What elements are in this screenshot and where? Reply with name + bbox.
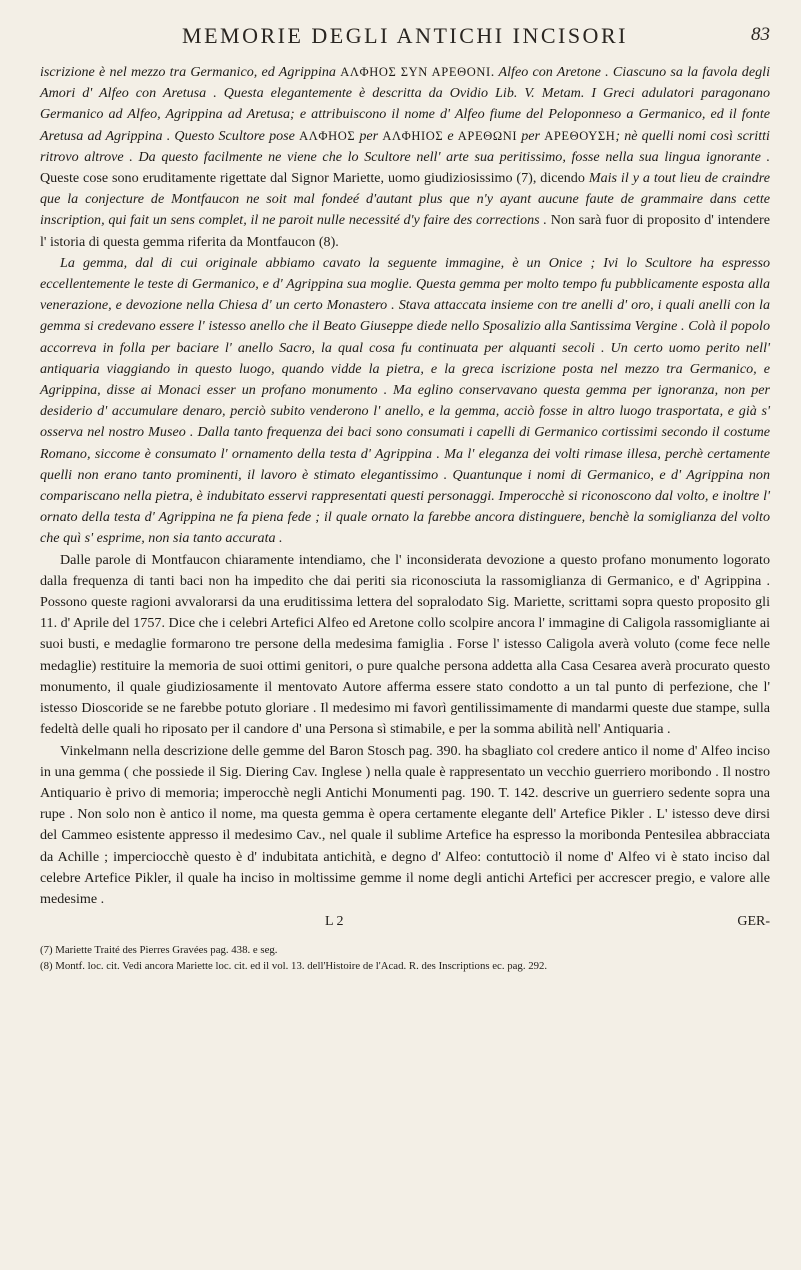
signature-line [40, 914, 770, 936]
body-paragraph [40, 550, 770, 741]
greek-inscription: ΑΛΦΗΟΣ ΣΥΝ ΑΡΕΘΟΝΙ [340, 65, 491, 79]
text-run: Mais il y a tout lieu de craindre que la conjecture de Montfaucon ne soit mal fondeé d'autant plus que n'y ayant aucune faute de grammaire dans cette inscription, qui fait un sens complet, il ne paroit nulle necessité d'y faire des corrections . [40, 170, 770, 229]
text-run: La gemma, dal di cui originale abbiamo cavato la seguente immagine, è un Onice ; Ivi lo Scultore ha espresso eccellentemente le teste di Germanico, e d' Agrippina sua moglie. Questa gemma per molto tempo fu pubblicamente esposta alla venerazione, e devozione nella Chiesa d' un certo Monastero . Stava attaccata insieme con tre anelli d' oro, i quali anelli con la gemma si credevano essere l' istesso anello che il Beato Giuseppe diede nello Sposalizio alla Santissima Vergine . Colà il popolo accorreva in folla per baciare l' anello Sacro, la qual cosa fu continuata per alquanti secoli . Un certo uomo perito nell' antiquaria viaggiando in questo luogo, quando vidde la pietra, e la greca iscrizione posta nel mezzo tra Germanico, e Agrippina, disse ai Monaci esser un profano monumento . Ma eglino conservavano questa gemma per ignoranza, non per desiderio d' accumulare denaro, perciò subito venderono l' anello, e la gemma, acciò fosse in altro luogo trasportata, e già s' osserva nel nostro Museo . Dalla tanto frequenza dei baci sono consumati i capelli di Germanico cortissimi secondo il costume Romano, siccome è consumato l' ornamento della testa d' Agrippina . Ma l' eleganza dei volti rimase illesa, perchè certamente quelli non erano tanto prominenti, il lavoro è stimato elegantissimo . Quantunque i nomi di Germanico, e d' Agrippina non compariscano nella pietra, è indubitato esservi rappresentati questi personaggi. Imperocchè si riconoscono dal volto, e inoltre l' ornato della testa d' Agrippina ne fa piena fede ; il quale ornato la farebbe ancora distinguere, benchè la somiglianza del volto che quì s' esprime, non sia tanto accurata . [40, 254, 770, 547]
greek-inscription: ΑΡΕΘΟΥΣΗ [544, 128, 616, 143]
text-run: e [443, 127, 458, 144]
body-paragraph [40, 62, 770, 253]
text-run: per [355, 127, 383, 144]
text-run: . [490, 64, 499, 80]
text-run: per [517, 127, 545, 144]
footnotes [40, 942, 770, 974]
catchword: GER- [737, 914, 770, 930]
running-title: MEMORIE DEGLI ANTICHI INCISORI [182, 23, 628, 48]
greek-inscription: ΑΡΕΘΩΝΙ [457, 128, 518, 143]
body-text [40, 62, 770, 910]
greek-inscription: ΑΛΦΗΙΟΣ [382, 128, 444, 143]
text-run: Alfeo con Aretone . Ciascuno sa la favola degli Amori d' Alfeo con Aretusa . Questa elegantemente è descritta da Ovidio Lib. V. Metam. I Greci adulatori paragonano Germanico ad Alfeo, Agrippina ad Aretusa; e attribuiscono il nome d' Alfeo fiume del Peloponneso a Germanico, ed il fonte Aretusa ad Agrippina . Questo Scultore pose [40, 64, 770, 144]
text-run: ; nè quelli nomi così scritti ritrovo altrove . Da questo facilmente ne viene che lo Scultore nell' arte sua peritissimo, fosse nella sua lingua ignorante . [40, 127, 770, 165]
running-header [40, 22, 770, 50]
footnote: (8) Montf. loc. cit. Vedi ancora Mariette loc. cit. ed il vol. 13. dell'Histoire de l'Acad. R. des Inscriptions ec. pag. 292. [40, 960, 548, 973]
footnote: (7) Mariette Traité des Pierres Gravées pag. 438. e seg. [40, 944, 278, 957]
body-paragraph [40, 253, 770, 550]
text-run: Non sarà fuor di proposito d' intendere l' istoria di questa gemma riferita da Montfaucon (8). [40, 212, 770, 250]
page-number: 83 [751, 24, 770, 45]
signature-mark: L 2 [325, 914, 344, 930]
text-run: Vinkelmann nella descrizione delle gemme del Baron Stosch pag. 390. ha sbagliato col credere antico il nome d' Alfeo inciso in una gemma ( che possiede il Sig. Diering Cav. Inglese ) nella quale è rappresentato un vecchio guerriero moribondo . Il nostro Antiquario è privo di memoria; imperocchè negli Antichi Monumenti pag. 190. T. 142. descrive un guerriero sedente sopra una rupe . Non solo non è antico il nome, ma questa gemma è opera certamente elegante dell' Artefice Pikler . L' istesso deve dirsi del Cammeo esistente appresso il medesimo Cav., nel quale il sublime Artefice ha espresso la moribonda Pentesilea abbracciata da Achille ; imperciocchè questo è d' indubitata antichità, e degno d' Alfeo: contuttociò il nome d' Alfeo vi è stato inciso dal celebre Artefice Pikler, il quale ha inciso in moltissime gemme il nome degli antichi Artefici per accrescer pregio, e valore alle medesime . [40, 742, 770, 907]
greek-inscription: ΑΛΦΗΟΣ [299, 128, 356, 143]
text-run: Dalle parole di Montfaucon chiaramente intendiamo, che l' inconsiderata devozione a questo profano monumento logorato dalla frequenza di tanti baci non ha impedito che dai periti sia riconosciuta la rassomiglianza di Germanico, e d' Agrippina . Possono queste ragioni avvalorarsi da una eruditissima lettera del sopralodato Sig. Mariette, scrittami sopra questo proposito gli 11. d' Aprile del 1757. Dice che i celebri Artefici Alfeo ed Aretone collo scolpire ancora l' immagine di Caligola rassomigliante ai suoi busti, e medaglie formarono tre persone della medesima famiglia . Forse l' istesso Caligola averà voluto (come fece nelle medaglie) restituire la memoria de suoi ottimi genitori, o pure qualche persona addetta alla Casa Cesarea averà procurato questo monumento, il quale giudiziosamente il mentovato Autore afferma essere stato condotto a un tal punto di perfezione, che l' istesso Dioscoride se ne farebbe potuto gloriare . Il medesimo mi favorì gentilissimamente di mandarmi queste due stampe, sulla fedeltà delle quali ho riposato per il candore d' una Persona sì stimabile, e per la somma abilità nell' Antiquaria . [40, 551, 770, 738]
body-paragraph [40, 741, 770, 911]
book-page [40, 22, 770, 1262]
text-run: Queste cose sono eruditamente rigettate dal Signor Mariette, uomo giudiziosissimo (7), dicendo [40, 170, 589, 187]
text-run: iscrizione è nel mezzo tra Germanico, ed Agrippina [40, 64, 341, 80]
